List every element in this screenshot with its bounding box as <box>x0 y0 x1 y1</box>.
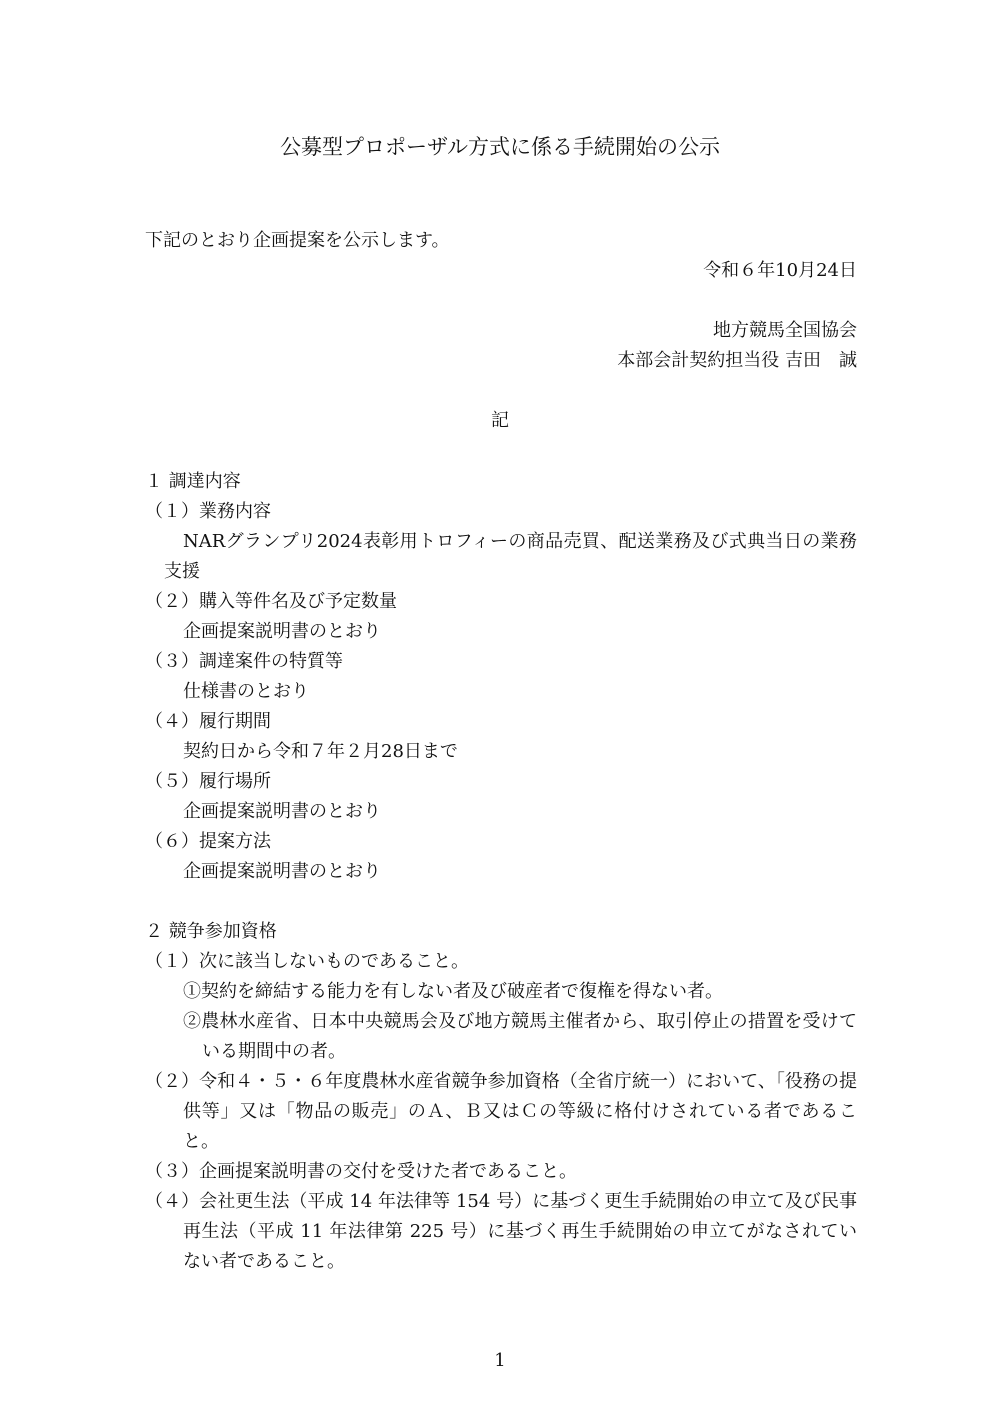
section-gap <box>145 887 857 917</box>
section1-item1-content: NARグランプリ2024表彰用トロフィーの商品売買、配送業務及び式典当日の業務支援 <box>164 531 857 582</box>
section1-item4-content: 契約日から令和７年２月28日まで <box>183 741 458 762</box>
section1-item1-label: （１）業務内容 <box>145 501 271 522</box>
page-number: 1 <box>494 1350 506 1371</box>
section1-item3-label: （３）調達案件の特質等 <box>145 651 343 672</box>
document-body <box>145 467 857 1277</box>
section2-item1-sub2: ②農林水産省、日本中央競馬会及び地方競馬主催者から、取引停止の措置を受けている期間中の者。 <box>183 1011 857 1062</box>
section2-item3: （３）企画提案説明書の交付を受けた者であること。 <box>145 1161 577 1182</box>
intro-text: 下記のとおり企画提案を公示します。 <box>145 230 450 251</box>
section2-item2: （２）令和４・５・６年度農林水産省競争参加資格（全省庁統一）において、「役務の提供等」又は「物品の販売」のＡ、Ｂ又はＣの等級に格付けされている者であること。 <box>145 1071 857 1152</box>
section1-item6-label: （６）提案方法 <box>145 831 271 852</box>
section1-item6-content: 企画提案説明書のとおり <box>183 861 381 882</box>
section1-item3-content: 仕様書のとおり <box>183 681 309 702</box>
ki-heading: 記 <box>491 410 509 431</box>
section1-item2-content: 企画提案説明書のとおり <box>183 621 381 642</box>
officer-name: 本部会計契約担当役 吉田 誠 <box>617 350 857 371</box>
section1-item4-label: （４）履行期間 <box>145 711 271 732</box>
notice-date: 令和６年10月24日 <box>703 260 857 281</box>
document-title: 公募型プロポーザル方式に係る手続開始の公示 <box>280 135 720 159</box>
section2-item4: （４）会社更生法（平成 14 年法律等 154 号）に基づく更生手続開始の申立て及び民事再生法（平成 11 年法律第 225 号）に基づく再生手続開始の申立てがなされていない者であること。 <box>145 1191 857 1272</box>
section1-heading: １ 調達内容 <box>145 471 241 492</box>
section2-item1-label: （１）次に該当しないものであること。 <box>145 951 469 972</box>
section1-item5-label: （５）履行場所 <box>145 771 271 792</box>
section2-item1-sub1: ①契約を締結する能力を有しない者及び破産者で復権を得ない者。 <box>183 981 723 1002</box>
organization-name: 地方競馬全国協会 <box>713 320 857 341</box>
section1-item2-label: （２）購入等件名及び予定数量 <box>145 591 397 612</box>
section1-item5-content: 企画提案説明書のとおり <box>183 801 381 822</box>
section2-heading: ２ 競争参加資格 <box>145 921 277 942</box>
